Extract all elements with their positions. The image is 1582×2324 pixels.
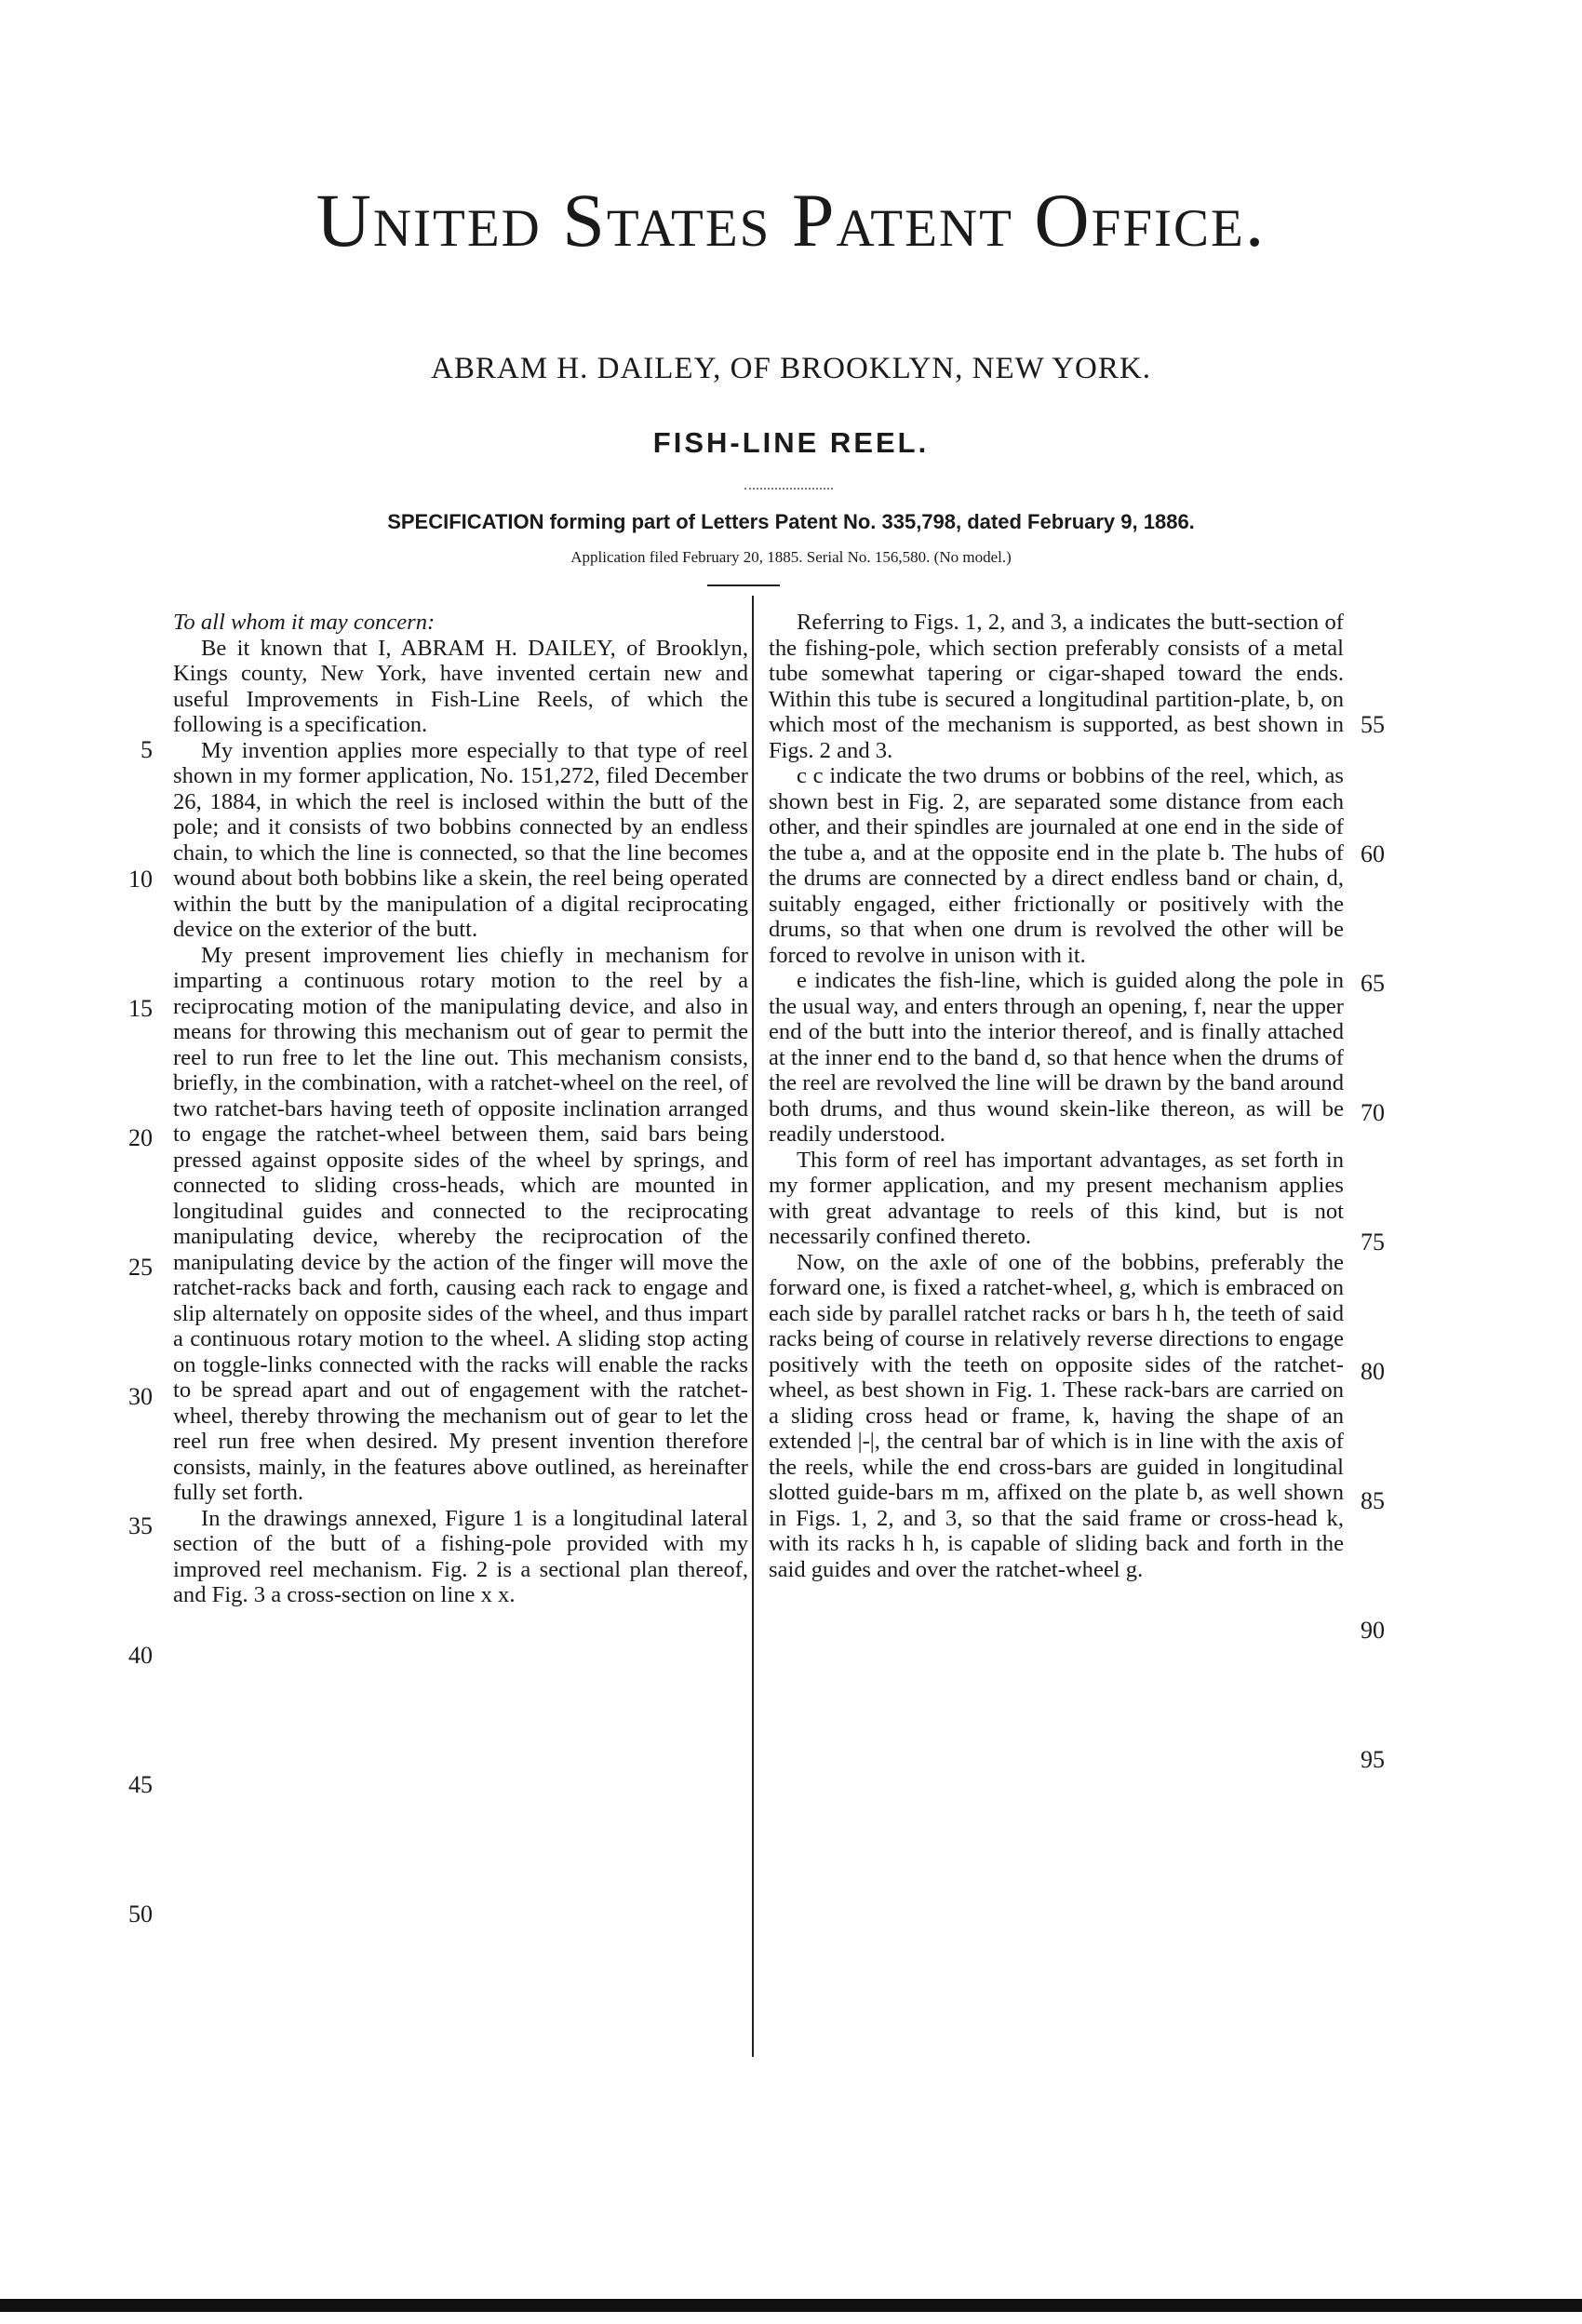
line-number: 80	[1361, 1358, 1385, 1385]
left-column	[173, 610, 748, 1608]
line-number: 40	[128, 1642, 153, 1669]
line-number: 60	[1361, 840, 1385, 867]
inventor-line: ABRAM H. DAILEY, OF BROOKLYN, NEW YORK.	[431, 352, 1151, 385]
paragraph: This form of reel has important advantages, as set forth in my former application, and my present mechanism applies with great advantage to reels of this kind, but is not necessarily confined thereto.	[769, 1147, 1344, 1249]
line-number: 95	[1361, 1746, 1385, 1773]
paragraph: c c indicate the two drums or bobbins of the reel, which, as shown best in Fig. 2, are separated some distance from each other, and their spindles are journaled at one end in the side of the tube a, and at the opposite end in the plate b. The hubs of the drums are connected by a direct endless band or chain, d, suitably engaged, either frictionally or positively with the drums, so that when one drum is revolved the other will be forced to revolve in unison with it.	[769, 763, 1344, 968]
line-number: 20	[128, 1124, 153, 1151]
paragraph: My present improvement lies chiefly in mechanism for imparting a continuous rotary motion to the reel by a reciprocating motion of the manipulating device, and also in means for throwing this mechanism out of gear to permit the reel to run free to let the line out. This mechanism consists, briefly, in the combination, with a ratchet-wheel on the reel, of two ratchet-bars having teeth of opposite inclination arranged to engage the ratchet-wheel between them, said bars being pressed against opposite sides of the wheel by springs, and connected to sliding cross-heads, which are mounted in longitudinal guides and connected to the reciprocating manipulating device, whereby the reciprocation of the manipulating device by the action of the finger will move the ratchet-racks back and forth, causing each rack to engage and slip alternately on opposite sides of the wheel, and thus impart a continuous rotary motion to the wheel. A sliding stop acting on toggle-links connected with the racks will enable the racks to be spread apart and out of engagement with the ratchet-wheel, thereby throwing the mechanism out of gear to let the reel run free when desired. My present invention therefore consists, mainly, in the features above outlined, as hereinafter fully set forth.	[173, 942, 748, 1505]
line-number: 70	[1361, 1099, 1385, 1126]
right-column	[769, 610, 1344, 1582]
footer-bar	[0, 2299, 1582, 2312]
paragraph: Now, on the axle of one of the bobbins, preferably the forward one, is fixed a ratchet-wheel, g, which is embraced on each side by parallel ratchet racks or bars h h, the teeth of said racks being of course in relatively reverse directions to engage positively with the teeth on opposite sides of the ratchet-wheel, as best shown in Fig. 1. These rack-bars are carried on a sliding cross head or frame, k, having the shape of an extended |-|, the central bar of which is in line with the axis of the reels, while the end cross-bars are guided in longitudinal slotted guide-bars m m, affixed on the plate b, as well shown in Figs. 1, 2, and 3, so that the said frame or cross-head k, with its racks h h, is capable of sliding back and forth in the said guides and over the ratchet-wheel g.	[769, 1249, 1344, 1582]
line-number: 75	[1361, 1229, 1385, 1256]
invention-title: FISH-LINE REEL.	[652, 426, 930, 459]
line-number: 45	[128, 1771, 153, 1798]
line-number: 65	[1361, 970, 1385, 997]
paragraph: e indicates the fish-line, which is guided along the pole in the usual way, and enters through an opening, f, near the upper end of the butt into the interior thereof, and is finally attached at the inner end to the band d, so that hence when the drums of the reel are revolved the line will be drawn by the band around both drums, and thus wound skein-like thereon, as will be readily understood.	[769, 968, 1344, 1147]
line-number: 55	[1361, 711, 1385, 738]
line-number: 25	[128, 1254, 153, 1281]
paragraph: Be it known that I, ABRAM H. DAILEY, of Brooklyn, Kings county, New York, have invented certain new and useful Improvements in Fish-Line Reels, of which the following is a specification.	[173, 635, 748, 737]
line-number: 5	[141, 736, 153, 763]
paragraph: In the drawings annexed, Figure 1 is a longitudinal lateral section of the butt of a fishing-pole provided with my improved reel mechanism. Fig. 2 is a sectional plan thereof, and Fig. 3 a cross-section on line x x.	[173, 1505, 748, 1607]
line-number: 35	[128, 1512, 153, 1539]
application-line: Application filed February 20, 1885. Serial No. 156,580. (No model.)	[570, 548, 1012, 566]
line-number: 10	[128, 866, 153, 893]
line-number: 15	[128, 995, 153, 1022]
office-title: United States Patent Office.	[315, 178, 1267, 262]
line-number: 90	[1361, 1617, 1385, 1644]
header-rule	[707, 584, 780, 586]
paragraph: Referring to Figs. 1, 2, and 3, a indicates the butt-section of the fishing-pole, which section preferably consists of a metal tube somewhat tapering or cigar-shaped toward the ends. Within this tube is secured a longitudinal partition-plate, b, on which most of the mechanism is supported, as best shown in Figs. 2 and 3.	[769, 610, 1344, 763]
title-rule	[744, 488, 833, 490]
line-number: 85	[1361, 1487, 1385, 1514]
paragraph: My invention applies more especially to that type of reel shown in my former application, No. 151,272, filed December 26, 1884, in which the reel is inclosed within the butt of the pole; and it consists of two bobbins connected by an endless chain, to which the line is connected, so that the line becomes wound about both bobbins like a skein, the reel being operated within the butt by the manipulation of a digital reciprocating device on the exterior of the butt.	[173, 737, 748, 942]
line-number: 50	[128, 1901, 153, 1928]
line-number: 30	[128, 1383, 153, 1410]
column-divider	[752, 596, 754, 2057]
specification-line: SPECIFICATION forming part of Letters Patent No. 335,798, dated February 9, 1886.	[387, 510, 1195, 533]
salutation: To all whom it may concern:	[173, 610, 436, 635]
